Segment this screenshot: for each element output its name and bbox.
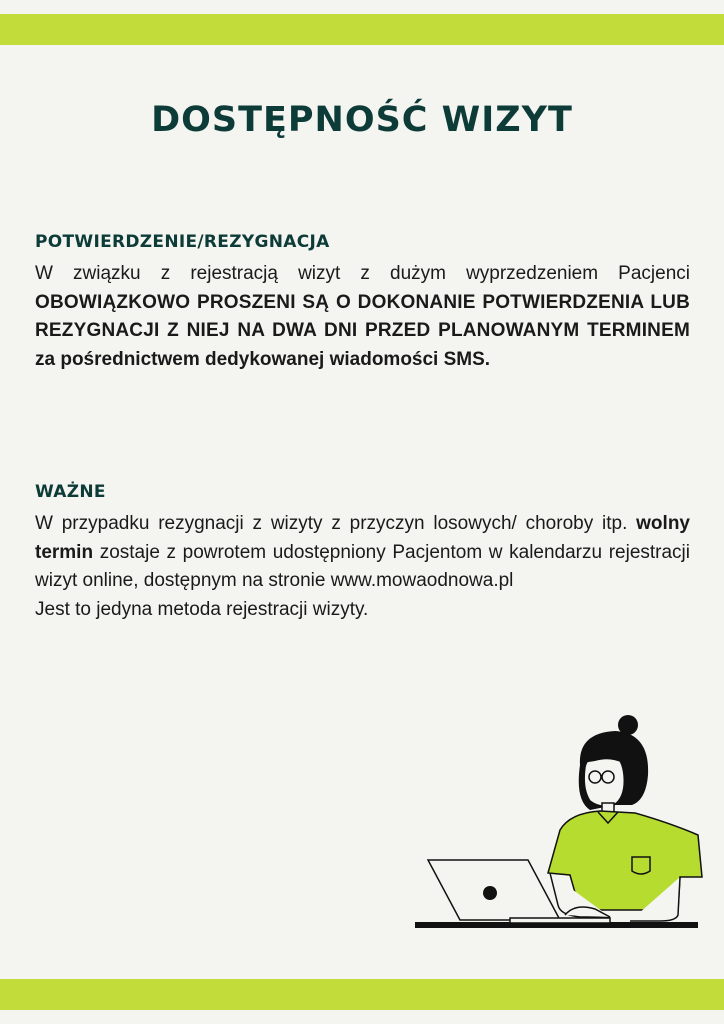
confirmation-bold-caps: OBOWIĄZKOWO PROSZENI SĄ O DOKONANIE POTWIERDZENIA LUB REZYGNACJI Z NIEJ NA DWA DNI PRZED PLANOWANYM TERMINEM [35, 291, 690, 341]
important-bold-term: wolny termin [35, 513, 690, 563]
important-last-line: Jest to jedyna metoda rejestracji wizyty. [35, 598, 369, 620]
page-title: DOSTĘPNOŚĆ WIZYT [151, 100, 573, 140]
confirmation-intro-text: W związku z rejestracją wizyt z dużym wyprzedzeniem Pacjenci [35, 263, 690, 284]
confirmation-paragraph [35, 260, 690, 374]
important-text-a: W przypadku rezygnacji z wizyty z przyczyn losowych/ choroby itp. [35, 513, 637, 534]
section-heading-confirmation: POTWIERDZENIE/REZYGNACJA [35, 232, 330, 252]
important-paragraph [35, 510, 690, 596]
laptop-logo-icon [483, 886, 497, 900]
bottom-accent-band [0, 979, 724, 1010]
woman-at-laptop-illustration [410, 705, 710, 935]
section-important [35, 482, 690, 624]
important-text-b: zostaje z powrotem udostępniony Pacjentom w kalendarzu rejestracji wizyt online, dostępnym na stronie www.mowaodnowa.pl [35, 541, 690, 591]
confirmation-bold-tail: za pośrednictwem dedykowanej wiadomości SMS. [35, 348, 491, 370]
section-confirmation [35, 232, 690, 374]
section-heading-important: WAŻNE [35, 482, 106, 502]
top-accent-band [0, 14, 724, 45]
